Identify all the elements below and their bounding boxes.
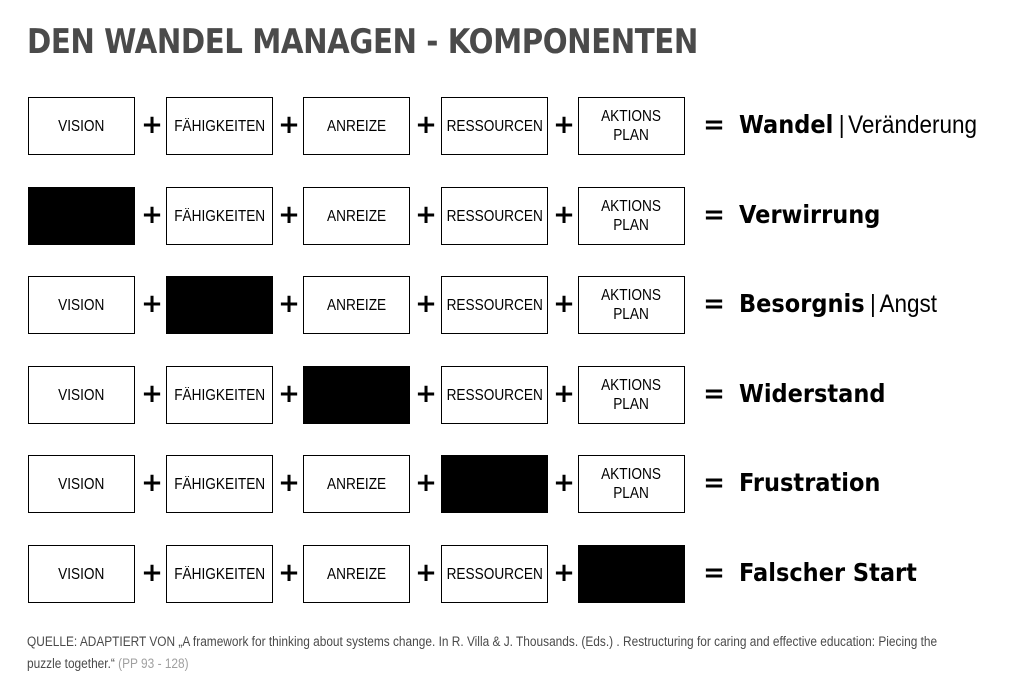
result-sub: Angst (879, 290, 937, 318)
component-label: AKTIONS PLAN (601, 377, 662, 413)
component-box-vision (28, 366, 135, 424)
equation-row (0, 276, 1023, 334)
plus-sign: + (415, 110, 437, 140)
component-label: VISION (58, 565, 105, 583)
component-label: FÄHIGKEITEN (174, 117, 265, 135)
component-label: VISION (58, 296, 105, 314)
result-separator: | (838, 111, 845, 139)
plus-sign: + (415, 289, 437, 319)
plus-sign: + (278, 289, 300, 319)
component-box-ressourcen (441, 97, 548, 155)
component-box-vision (28, 97, 135, 155)
result-main: Wandel (739, 110, 834, 139)
component-box-anreize (303, 276, 410, 334)
equals-sign: = (703, 200, 725, 230)
missing-component-box (166, 276, 273, 334)
equation-row (0, 97, 1023, 155)
component-label: RESSOURCEN (446, 117, 543, 135)
component-box-anreize (303, 97, 410, 155)
equation-row (0, 455, 1023, 513)
component-box-faehigkeiten (166, 97, 273, 155)
component-label: VISION (58, 386, 105, 404)
component-label: ANREIZE (326, 117, 387, 135)
component-box-anreize (303, 187, 410, 245)
result-label (739, 557, 917, 593)
equals-sign: = (703, 468, 725, 498)
equals-sign: = (703, 379, 725, 409)
component-label: FÄHIGKEITEN (174, 207, 265, 225)
result-main: Verwirrung (739, 200, 881, 229)
component-label: AKTIONS PLAN (601, 198, 662, 234)
component-label: AKTIONS PLAN (601, 108, 662, 144)
component-box-ressourcen (441, 545, 548, 603)
component-label: RESSOURCEN (446, 565, 543, 583)
plus-sign: + (553, 200, 575, 230)
result-main: Widerstand (739, 379, 886, 408)
component-box-aktionsplan (578, 97, 685, 155)
equation-row (0, 545, 1023, 603)
plus-sign: + (553, 110, 575, 140)
equals-sign: = (703, 289, 725, 319)
plus-sign: + (141, 558, 163, 588)
result-separator: | (869, 290, 876, 318)
component-label: ANREIZE (326, 207, 387, 225)
equals-sign: = (703, 558, 725, 588)
component-label: ANREIZE (326, 296, 387, 314)
source-citation (27, 631, 960, 675)
component-box-ressourcen (441, 187, 548, 245)
component-label: RESSOURCEN (446, 386, 543, 404)
result-sub: Veränderung (848, 111, 978, 139)
missing-component-box (303, 366, 410, 424)
result-label (739, 109, 977, 145)
equals-sign: = (703, 110, 725, 140)
component-box-faehigkeiten (166, 366, 273, 424)
missing-component-box (578, 545, 685, 603)
plus-sign: + (141, 200, 163, 230)
source-pages: (PP 93 - 128) (118, 656, 189, 671)
plus-sign: + (553, 289, 575, 319)
component-box-aktionsplan (578, 187, 685, 245)
result-main: Besorgnis (739, 289, 865, 318)
component-box-vision (28, 545, 135, 603)
plus-sign: + (141, 289, 163, 319)
result-label (739, 467, 880, 503)
plus-sign: + (278, 558, 300, 588)
plus-sign: + (415, 468, 437, 498)
source-text: QUELLE: ADAPTIERT VON „A framework for thinking about systems change. In R. Villa & J. Thousands. (Eds.) . Restructuring for caring and effective education: Piecing the puzzle together.“ (27, 634, 938, 671)
equation-row (0, 187, 1023, 245)
result-label (739, 199, 880, 235)
plus-sign: + (415, 379, 437, 409)
page-title: DEN WANDEL MANAGEN - KOMPONENTEN (27, 22, 698, 62)
component-label: AKTIONS PLAN (601, 287, 662, 323)
component-box-faehigkeiten (166, 455, 273, 513)
equation-row (0, 366, 1023, 424)
component-box-faehigkeiten (166, 187, 273, 245)
component-label: VISION (58, 117, 105, 135)
component-box-aktionsplan (578, 455, 685, 513)
plus-sign: + (278, 200, 300, 230)
plus-sign: + (278, 468, 300, 498)
component-label: FÄHIGKEITEN (174, 386, 265, 404)
plus-sign: + (141, 110, 163, 140)
component-box-ressourcen (441, 366, 548, 424)
plus-sign: + (415, 558, 437, 588)
component-label: AKTIONS PLAN (601, 466, 662, 502)
result-label (739, 288, 937, 324)
plus-sign: + (415, 200, 437, 230)
component-box-vision (28, 276, 135, 334)
component-box-vision (28, 455, 135, 513)
plus-sign: + (278, 379, 300, 409)
result-main: Frustration (739, 468, 881, 497)
result-label (739, 378, 885, 414)
plus-sign: + (141, 379, 163, 409)
plus-sign: + (553, 468, 575, 498)
component-box-aktionsplan (578, 366, 685, 424)
component-label: FÄHIGKEITEN (174, 475, 265, 493)
plus-sign: + (553, 379, 575, 409)
component-label: ANREIZE (326, 475, 387, 493)
component-label: RESSOURCEN (446, 296, 543, 314)
plus-sign: + (553, 558, 575, 588)
component-label: VISION (58, 475, 105, 493)
component-box-anreize (303, 455, 410, 513)
plus-sign: + (141, 468, 163, 498)
component-box-aktionsplan (578, 276, 685, 334)
plus-sign: + (278, 110, 300, 140)
missing-component-box (28, 187, 135, 245)
component-box-ressourcen (441, 276, 548, 334)
component-label: RESSOURCEN (446, 207, 543, 225)
component-label: ANREIZE (326, 565, 387, 583)
component-box-anreize (303, 545, 410, 603)
result-main: Falscher Start (739, 558, 917, 587)
component-box-faehigkeiten (166, 545, 273, 603)
component-label: FÄHIGKEITEN (174, 565, 265, 583)
missing-component-box (441, 455, 548, 513)
